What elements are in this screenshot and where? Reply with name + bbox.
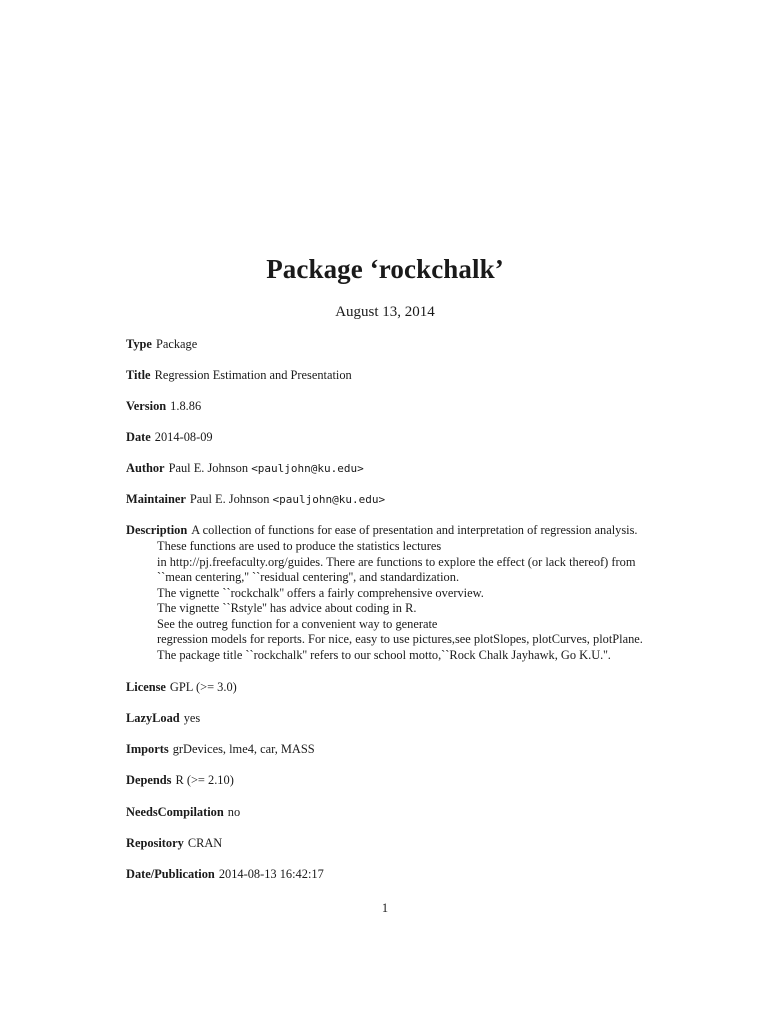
field-depends: [126, 773, 234, 789]
field-key-maintainer: Maintainer: [126, 492, 186, 506]
description-line: in http://pj.freefaculty.org/guides. There are functions to explore the effect (or lack thereof) from: [157, 554, 636, 569]
field-key-license: License: [126, 680, 166, 694]
field-value-needscompilation: no: [227, 805, 241, 819]
field-date: [126, 430, 213, 446]
field-value-date: 2014-08-09: [154, 430, 213, 444]
field-key-version: Version: [126, 399, 167, 413]
package-title: Package ‘rockchalk’: [266, 254, 504, 284]
field-value-imports: grDevices, lme4, car, MASS: [172, 742, 315, 756]
field-key-depends: Depends: [126, 773, 172, 787]
description-line: ``mean centering,'' ``residual centering'', and standardization.: [157, 570, 460, 584]
field-needscompilation: [126, 805, 240, 821]
field-type: [126, 337, 197, 353]
field-value-maintainer: Paul E. Johnson: [189, 492, 270, 506]
field-value-version: 1.8.86: [170, 399, 202, 413]
field-key-title: Title: [126, 368, 151, 382]
field-datepublication: [126, 867, 324, 883]
description-line: The vignette ``Rstyle'' has advice about coding in R.: [157, 601, 417, 615]
field-license: [126, 680, 237, 696]
description-line: The vignette ``rockchalk'' offers a fairly comprehensive overview.: [157, 585, 484, 600]
author-email: <pauljohn@ku.edu>: [251, 462, 364, 475]
field-description: [126, 523, 638, 539]
page-number: 1: [381, 901, 389, 915]
field-key-imports: Imports: [126, 742, 169, 756]
field-key-datepublication: Date/Publication: [126, 867, 215, 881]
field-maintainer: [126, 492, 385, 508]
field-value-title: Regression Estimation and Presentation: [154, 368, 352, 382]
description-line: These functions are used to produce the statistics lectures: [157, 539, 442, 553]
field-imports: [126, 742, 315, 758]
field-key-needscompilation: NeedsCompilation: [126, 805, 224, 819]
description-continuation: [157, 539, 643, 663]
field-title: [126, 368, 352, 384]
field-value-description: A collection of functions for ease of presentation and interpretation of regression analysis.: [191, 523, 638, 537]
field-value-datepublication: 2014-08-13 16:42:17: [218, 867, 324, 881]
field-version: [126, 399, 201, 415]
package-date: August 13, 2014: [335, 304, 435, 320]
field-value-author: Paul E. Johnson: [168, 461, 249, 475]
description-line: See the outreg function for a convenient way to generate: [157, 616, 438, 631]
maintainer-email: <pauljohn@ku.edu>: [272, 493, 386, 506]
description-line: regression models for reports. For nice, easy to use pictures,see plotSlopes, plotCurves, plotPlane.: [157, 632, 643, 646]
field-key-repository: Repository: [126, 836, 184, 850]
field-value-type: Package: [155, 337, 198, 351]
description-line: The package title ``rockchalk'' refers to our school motto,``Rock Chalk Jayhawk, Go K.U.''.: [157, 647, 611, 662]
field-lazyload: [126, 711, 200, 727]
field-key-author: Author: [126, 461, 165, 475]
field-value-lazyload: yes: [183, 711, 201, 725]
field-value-license: GPL (>= 3.0): [169, 680, 237, 694]
field-repository: [126, 836, 222, 852]
field-key-date: Date: [126, 430, 151, 444]
field-value-depends: R (>= 2.10): [175, 773, 234, 787]
field-key-description: Description: [126, 523, 188, 537]
field-author: [126, 461, 364, 477]
field-value-repository: CRAN: [187, 836, 223, 850]
field-key-lazyload: LazyLoad: [126, 711, 180, 725]
field-key-type: Type: [126, 337, 152, 351]
